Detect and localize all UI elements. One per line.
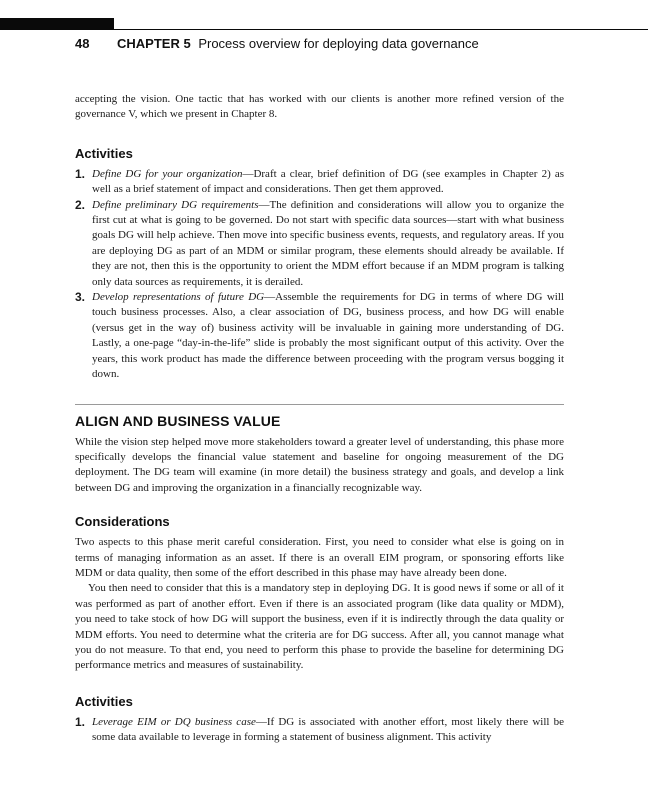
item-term: Develop representations of future DG [92, 291, 265, 304]
considerations-heading: Considerations [75, 514, 170, 530]
activities-heading-2: Activities [75, 693, 133, 709]
item-text: —If DG is associated with another effort, most likely there will be some data available to leverage in forming a statement of business alignment. This activity [92, 715, 564, 744]
intro-paragraph: accepting the vision. One tactic that has worked with our clients is another more refined version of the governance V, which we present in Chapter 8. [75, 93, 564, 121]
activities-list-2 [75, 715, 564, 746]
activities-list [75, 167, 564, 383]
item-term: Define DG for your organization [92, 167, 243, 180]
item-number: 3. [75, 290, 86, 305]
list-item [75, 290, 564, 382]
considerations-paragraph-1: Two aspects to this phase merit careful consideration. First, you need to consider what else is going on in terms of managing information as an asset. If there is an overall EIM program, or sponsoring efforts like MDM or data quality, then some of the effort described in this phase may have already been done. [75, 536, 564, 579]
item-number: 1. [75, 714, 86, 729]
item-number: 2. [75, 197, 86, 212]
section-paragraph: While the vision step helped move more stakeholders toward a greater level of understanding, this phase more specifically develops the financial value statement and baseline for ongoing measurement of the DG deployment. The DG team will examine (in more detail) the business strategy and goals, and develop a link between DG and improving the organization in a financially recognizable way. [75, 435, 564, 494]
item-term: Leverage EIM or DQ business case [92, 715, 256, 728]
section-divider [75, 404, 564, 405]
page-number: 48 [75, 36, 90, 51]
header-rule [0, 29, 648, 30]
section-heading: ALIGN AND BUSINESS VALUE [75, 412, 281, 429]
item-number: 1. [75, 166, 86, 181]
item-text: —Draft a clear, brief definition of DG (see examples in Chapter 2) as well as a brief statement of impact and considerations. Then get them approved. [92, 167, 564, 196]
list-item [75, 198, 564, 290]
list-item [75, 167, 564, 198]
activities-heading: Activities [75, 145, 133, 161]
page-body [75, 92, 564, 746]
item-text: —Assemble the requirements for DG in terms of where DG will touch business processes. Also, a clear association of DG, business process, and how DG will enable (versus get in the way of) business activity will be invaluable in gaining more understanding of DG. Lastly, a one-page “day-in-the-life” slide is probably the most significant output of this activity. Over the years, this work product has made the difference between proceeding with the program versus bogging it down. [92, 291, 564, 381]
considerations-paragraph-2: You then need to consider that this is a mandatory step in deploying DG. It is good news if some or all of it was performed as part of another effort. Even if there is an associated program (like data quality or MDM), you need to take stock of how DG will support the business, even if it is indirectly through the data quality or MDM efforts. You need to determine what the criteria are for DG success. After all, you cannot manage what you do not measure. To that end, you need to perform this phase to provide the baseline for determining DG performance metrics and measures of sustainability. [75, 582, 564, 672]
item-text: —The definition and considerations will allow you to organize the first cut at what is going to be governed. Do not start with specific data sources—start with what business goals DG will help achieve. Then move into specific business events, requests, and regulatory areas. If you are deploying DG as part of an MDM or similar program, these elements should already be available. If they are not, then this is the opportunity to orient the MDM effort because if an MDM program is talking only data sources as requirements, it is derailed. [92, 198, 565, 288]
chapter-label: CHAPTER 5 [117, 36, 191, 51]
item-term: Define preliminary DG requirements [92, 198, 259, 211]
list-item [75, 715, 564, 746]
running-header [75, 36, 479, 54]
chapter-title: Process overview for deploying data governance [198, 36, 479, 51]
